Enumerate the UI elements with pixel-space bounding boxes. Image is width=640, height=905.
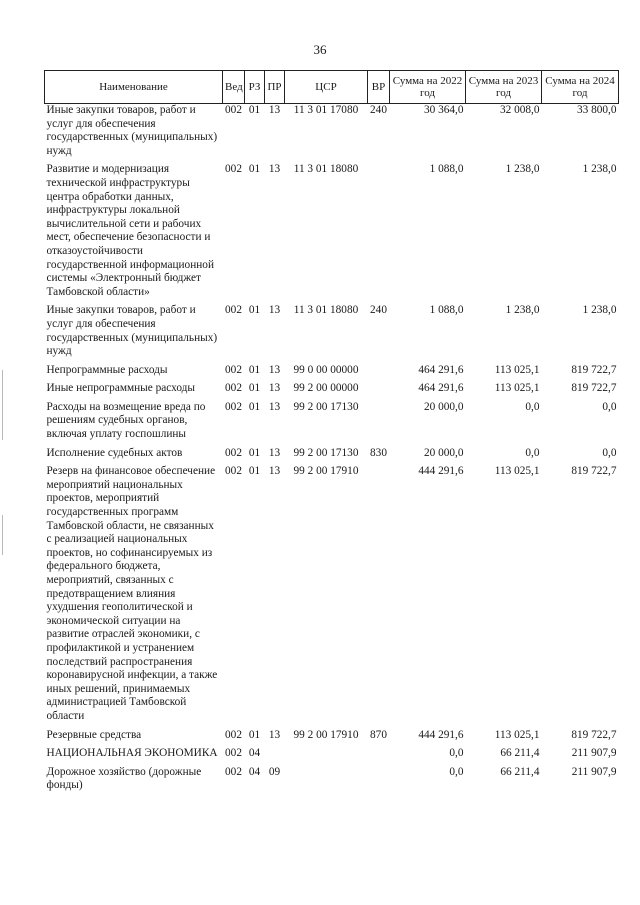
row-sum-2023: 66 211,4	[500, 765, 540, 778]
row-sum-2022: 1 088,0	[429, 304, 464, 317]
row-sum-2024: 819 722,7	[571, 382, 617, 395]
row-name: Резервные средства	[46, 728, 142, 741]
budget-table	[44, 70, 619, 793]
row-rz: 01	[248, 382, 261, 395]
row-rz: 01	[248, 446, 261, 459]
row-vr: 240	[370, 304, 387, 317]
row-ved: 002	[225, 163, 242, 176]
row-rz: 04	[248, 765, 261, 778]
header-vr: ВР	[368, 71, 390, 104]
row-sum-2024: 211 907,9	[571, 747, 617, 760]
row-ved: 002	[225, 465, 242, 478]
table-row	[45, 158, 619, 299]
row-vr	[368, 359, 390, 378]
header-sum-2022: Сумма на 2022 год	[390, 71, 466, 104]
row-csr: 11 3 01 17080	[293, 104, 359, 116]
row-sum-2022: 464 291,6	[418, 382, 464, 395]
row-rz: 01	[248, 104, 261, 116]
row-sum-2024: 819 722,7	[571, 363, 617, 376]
row-pr: 13	[268, 104, 281, 116]
row-sum-2023: 113 025,1	[494, 728, 540, 741]
row-sum-2023: 1 238,0	[505, 304, 540, 317]
row-sum-2022: 0,0	[449, 747, 464, 760]
row-csr	[285, 761, 368, 793]
row-sum-2023: 113 025,1	[494, 382, 540, 395]
row-pr	[265, 742, 285, 761]
row-name: Иные закупки товаров, работ и услуг для обеспечения государственных (муниципальных) нужд	[46, 304, 218, 358]
row-vr	[368, 460, 390, 723]
row-pr: 13	[268, 446, 281, 459]
table-row	[45, 442, 619, 461]
row-sum-2022: 1 088,0	[429, 163, 464, 176]
row-sum-2023: 1 238,0	[505, 163, 540, 176]
row-ved: 002	[225, 304, 242, 317]
row-csr: 11 3 01 18080	[293, 304, 359, 317]
header-sum-2024: Сумма на 2024 год	[542, 71, 619, 104]
table-row	[45, 396, 619, 442]
scan-edge-mark	[2, 370, 3, 440]
row-rz: 01	[248, 163, 261, 176]
row-vr: 240	[370, 104, 387, 116]
row-pr: 13	[268, 400, 281, 413]
row-name: Расходы на возмещение вреда по решениям судебных органов, включая уплату госпошлины	[46, 400, 206, 441]
row-csr: 99 2 00 17130	[293, 446, 359, 459]
row-ved: 002	[225, 104, 242, 116]
row-sum-2023: 113 025,1	[494, 363, 540, 376]
row-name: Резерв на финансовое обеспечение мероприятий национальных проектов, мероприятий государственных программ Тамбовской области, не связанных с реализацией национальных проектов, но софинансируемых из федерального бюджета, мероприятий, связанных с предотвращением влияния ухудшения геополитической и экономической ситуации на развитие отраслей экономики, с профилактикой и устранением последствий распространения коронавирусной инфекции, а также иных решений, принимаемых администрацией Тамбовской области	[46, 465, 218, 722]
table-row	[45, 742, 619, 761]
row-sum-2022: 30 364,0	[423, 104, 464, 116]
row-name: НАЦИОНАЛЬНАЯ ЭКОНОМИКА	[46, 747, 218, 760]
table-row	[45, 359, 619, 378]
row-vr	[368, 158, 390, 299]
row-ved: 002	[225, 728, 242, 741]
row-sum-2024: 211 907,9	[571, 765, 617, 778]
row-sum-2024: 33 800,0	[576, 104, 617, 116]
row-name: Иные закупки товаров, работ и услуг для обеспечения государственных (муниципальных) нужд	[46, 104, 218, 157]
row-name: Дорожное хозяйство (дорожные фонды)	[46, 765, 202, 792]
row-sum-2022: 20 000,0	[423, 400, 464, 413]
row-sum-2022: 464 291,6	[418, 363, 464, 376]
row-name: Развитие и модернизация технической инфраструктуры центра обработки данных, инфраструктуры локальной вычислительной сети и рабочих мест, обеспечение безопасности и отказоустойчивости государственной информационной системы «Электронный бюджет Тамбовской области»	[46, 163, 214, 298]
row-sum-2023: 0,0	[525, 400, 540, 413]
row-ved: 002	[225, 446, 242, 459]
table-header-row	[45, 71, 619, 104]
row-pr: 13	[268, 163, 281, 176]
row-sum-2022: 20 000,0	[423, 446, 464, 459]
row-vr: 830	[370, 446, 387, 459]
row-csr: 99 2 00 17910	[293, 728, 359, 741]
row-rz: 01	[248, 728, 261, 741]
row-ved: 002	[225, 363, 242, 376]
table-row	[45, 724, 619, 743]
row-ved: 002	[225, 747, 242, 760]
row-rz: 01	[248, 400, 261, 413]
row-ved: 002	[225, 400, 242, 413]
row-vr: 870	[370, 728, 387, 741]
page-number: 36	[313, 42, 327, 57]
row-vr	[368, 377, 390, 396]
header-csr: ЦСР	[285, 71, 368, 104]
row-rz: 01	[248, 304, 261, 317]
header-sum-2023: Сумма на 2023 год	[466, 71, 542, 104]
row-csr: 11 3 01 18080	[293, 163, 359, 176]
row-pr: 13	[268, 363, 281, 376]
row-csr: 99 2 00 17130	[293, 400, 359, 413]
row-vr	[368, 742, 390, 761]
row-sum-2022: 0,0	[449, 765, 464, 778]
row-sum-2024: 1 238,0	[582, 304, 617, 317]
row-pr: 13	[268, 465, 281, 478]
row-sum-2023: 0,0	[525, 446, 540, 459]
row-ved: 002	[225, 765, 242, 778]
row-sum-2024: 0,0	[602, 400, 617, 413]
table-row	[45, 299, 619, 358]
row-vr	[368, 396, 390, 442]
header-ved: Вед	[223, 71, 245, 104]
row-sum-2024: 819 722,7	[571, 728, 617, 741]
row-pr: 13	[268, 728, 281, 741]
row-sum-2023: 66 211,4	[500, 747, 540, 760]
row-rz: 04	[248, 747, 261, 760]
row-name: Непрограммные расходы	[46, 363, 168, 376]
row-sum-2024: 819 722,7	[571, 465, 617, 478]
table-row	[45, 460, 619, 723]
table-row	[45, 761, 619, 793]
row-sum-2024: 0,0	[602, 446, 617, 459]
row-rz: 01	[248, 363, 261, 376]
row-pr: 09	[268, 765, 281, 778]
table-row	[45, 377, 619, 396]
header-rz: РЗ	[245, 71, 265, 104]
row-vr	[368, 761, 390, 793]
row-sum-2024: 1 238,0	[582, 163, 617, 176]
header-name: Наименование	[45, 71, 223, 104]
row-csr: 99 2 00 17910	[293, 465, 359, 478]
row-csr: 99 2 00 00000	[293, 382, 359, 395]
row-pr: 13	[268, 382, 281, 395]
row-sum-2022: 444 291,6	[418, 728, 464, 741]
row-name: Исполнение судебных актов	[46, 446, 183, 459]
row-rz: 01	[248, 465, 261, 478]
row-sum-2023: 32 008,0	[499, 104, 540, 116]
row-ved: 002	[225, 382, 242, 395]
scan-edge-mark	[2, 515, 3, 555]
header-pr: ПР	[265, 71, 285, 104]
row-name: Иные непрограммные расходы	[46, 382, 196, 395]
row-sum-2023: 113 025,1	[494, 465, 540, 478]
table-row	[45, 104, 619, 159]
row-pr: 13	[268, 304, 281, 317]
row-sum-2022: 444 291,6	[418, 465, 464, 478]
row-csr	[285, 742, 368, 761]
row-csr: 99 0 00 00000	[293, 363, 359, 376]
